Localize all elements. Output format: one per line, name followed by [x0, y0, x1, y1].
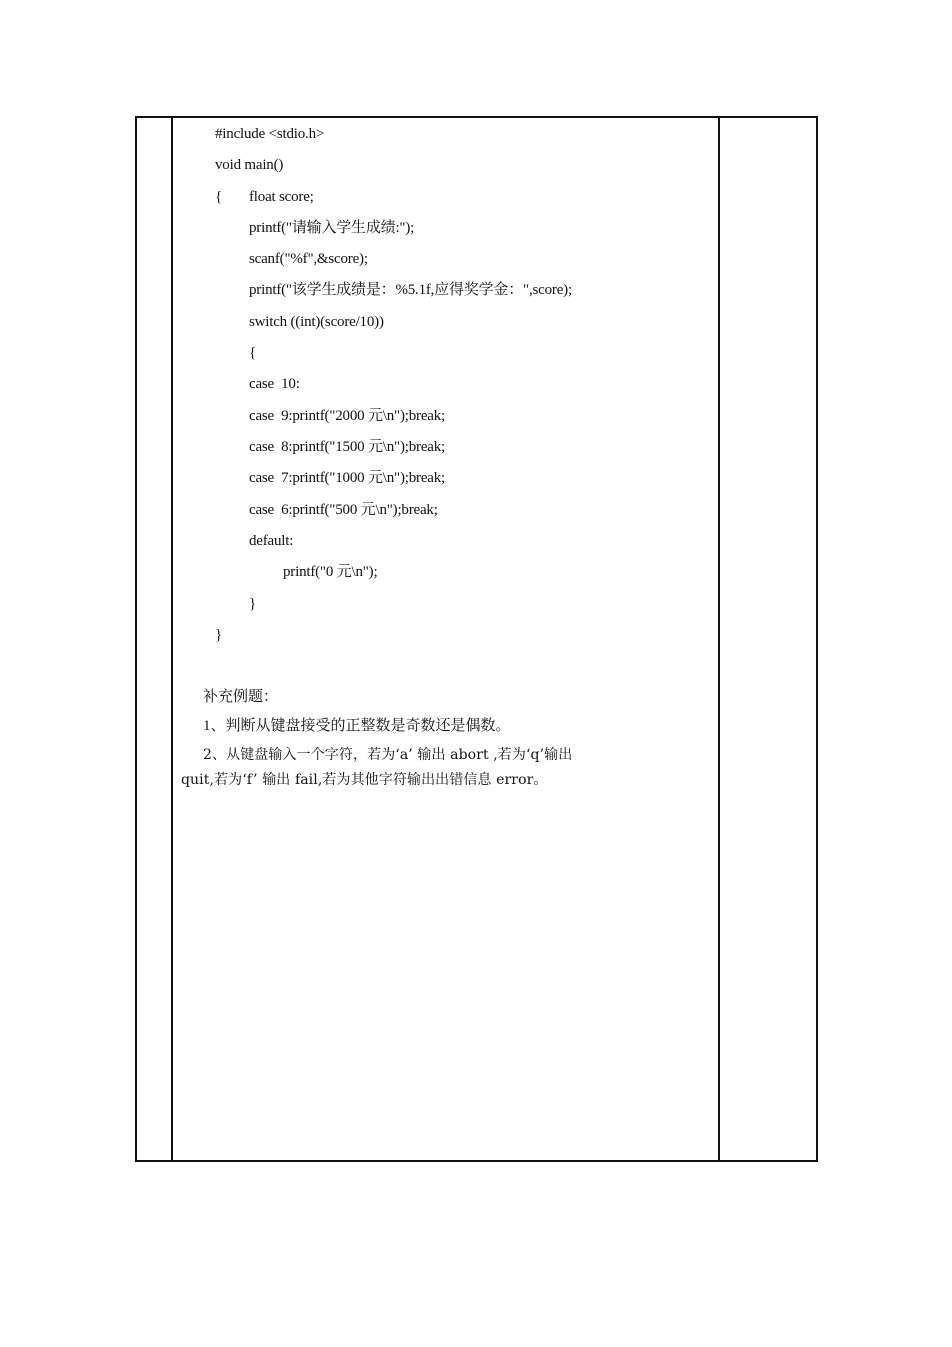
table-left-column	[137, 118, 173, 1160]
code-line-case-9: case 9:printf("2000 元\n");break;	[249, 408, 446, 424]
document-table	[135, 116, 818, 1162]
code-line-default: default:	[249, 533, 294, 549]
supplement-heading: 补充例题：	[203, 689, 279, 705]
supplement-item-1: 1、判断从键盘接受的正整数是奇数还是偶数。	[203, 718, 511, 734]
code-line-case-6: case 6:printf("500 元\n");break;	[249, 502, 438, 518]
code-line-switch-close: }	[249, 596, 256, 612]
supplement-item-2-line-2: quit,若为‘f’ 输出 fail,若为其他字符输出出错信息 error。	[181, 772, 548, 788]
code-line-main-close: }	[215, 627, 222, 643]
code-line-scanf: scanf("%f",&score);	[249, 251, 368, 267]
code-line-case-7: case 7:printf("1000 元\n");break;	[249, 470, 446, 486]
code-line-printf-zero: printf("0 元\n");	[283, 564, 378, 580]
code-line-case-10: case 10:	[249, 376, 300, 392]
supplement-item-2-line-1: 2、从键盘输入一个字符，若为‘a’ 输出 abort ,若为‘q’输出	[203, 747, 573, 763]
code-line-include: #include <stdio.h>	[215, 126, 325, 142]
code-line-main-signature: void main()	[215, 157, 284, 173]
code-line-case-8: case 8:printf("1500 元\n");break;	[249, 439, 446, 455]
code-line-printf-score: printf("该学生成绩是：%5.1f,应得奖学金：",score);	[249, 282, 572, 298]
code-line-switch: switch ((int)(score/10))	[249, 314, 384, 330]
table-content-cell	[173, 118, 720, 1160]
table-right-column	[718, 118, 816, 1160]
code-line-open-brace: {	[215, 189, 222, 205]
code-line-switch-open: {	[249, 345, 256, 361]
code-line-printf-prompt: printf("请输入学生成绩:");	[249, 220, 415, 236]
code-line-float-score: float score;	[249, 189, 314, 205]
